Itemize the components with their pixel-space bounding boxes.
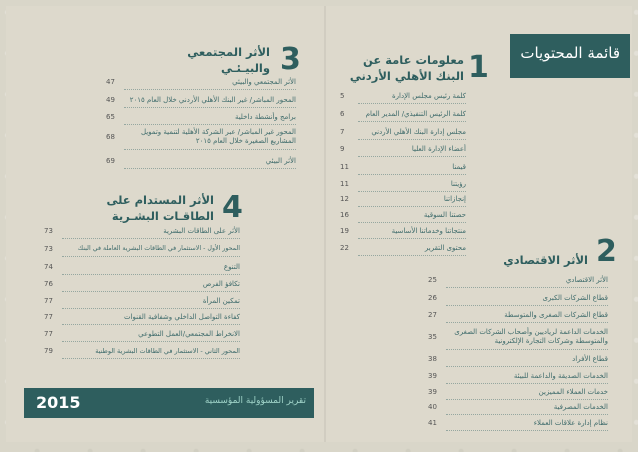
toc-entry[interactable] (340, 126, 466, 140)
section-3-title-line: والبيـئـي (221, 61, 270, 75)
toc-entry[interactable] (44, 278, 240, 292)
entry-leader (124, 168, 296, 169)
entry-label: كلمة الرئيس التنفيذي/ المدير العام (365, 110, 466, 118)
entry-page: 11 (340, 163, 349, 171)
section-2-number: 2 (596, 234, 617, 269)
entry-page: 77 (44, 330, 53, 338)
entry-leader (358, 103, 466, 104)
toc-title: قائمة المحتويات (520, 44, 620, 62)
toc-entry[interactable] (428, 274, 608, 288)
entry-page: 39 (428, 388, 437, 396)
entry-label: قطاع الشركات الصغرى والمتوسطة (504, 311, 608, 319)
entry-page: 6 (340, 110, 345, 118)
section-4-title-line: الطاقـات البشـرية (111, 209, 214, 223)
toc-entry[interactable] (106, 155, 296, 169)
toc-entry[interactable] (44, 243, 240, 257)
paper-background (6, 6, 632, 442)
toc-entry[interactable] (340, 225, 466, 239)
entry-leader (358, 255, 466, 256)
entry-label: محتوى التقرير (424, 244, 466, 252)
entry-leader (62, 274, 240, 275)
entry-leader (62, 291, 240, 292)
entry-leader (446, 414, 608, 415)
year-band (24, 388, 314, 418)
entry-leader (358, 121, 466, 122)
toc-entry[interactable] (44, 328, 240, 342)
entry-page: 73 (44, 227, 53, 235)
entry-page: 9 (340, 145, 345, 153)
section-3-title (140, 44, 270, 76)
entry-label: تمكين المرأة (202, 297, 240, 305)
entry-label: التنوع (223, 263, 240, 271)
entry-page: 77 (44, 297, 53, 305)
toc-entry[interactable] (428, 326, 608, 350)
section-1-title-line: معلومات عامة عن (363, 53, 464, 67)
toc-entry[interactable] (428, 417, 608, 431)
entry-label: الأثر الاقتصادي (565, 276, 608, 284)
entry-label: إنجازاتنا (443, 195, 466, 203)
entry-label: المحور الأول - الاستثمار في الطاقات البشرية العاملة في البنك (77, 245, 240, 252)
toc-entry[interactable] (340, 209, 466, 223)
toc-entry[interactable] (340, 143, 466, 157)
entry-leader (358, 238, 466, 239)
report-caption: تقرير المسؤولية المؤسسية (204, 396, 306, 406)
toc-entry[interactable] (106, 94, 296, 108)
report-year: 2015 (36, 393, 81, 412)
toc-entry[interactable] (106, 126, 296, 150)
entry-leader (62, 308, 240, 309)
entry-page: 74 (44, 263, 53, 271)
entry-label: نظام إدارة علاقات العملاء (533, 419, 608, 427)
section-4-title-line: الأثر المستدام على (106, 193, 214, 207)
entry-label: قطاع الأفراد (572, 355, 608, 363)
entry-leader (358, 191, 466, 192)
entry-leader (446, 399, 608, 400)
entry-leader (358, 206, 466, 207)
entry-page: 79 (44, 347, 53, 355)
entry-page: 65 (106, 113, 115, 121)
entry-page: 77 (44, 313, 53, 321)
entry-page: 22 (340, 244, 349, 252)
toc-entry[interactable] (428, 292, 608, 306)
entry-label: منتجاتنا وخدماتنا الأساسية (391, 227, 466, 235)
entry-leader (62, 358, 240, 359)
toc-entry[interactable] (428, 353, 608, 367)
entry-label: الانخراط المجتمعي/العمل التطوعي (138, 330, 240, 338)
entry-page: 26 (428, 294, 437, 302)
entry-label: الخدمات الداعمة لرياديين وأصحاب الشركات الصغرى والمتوسطة وشركات التجارة الإلكترونية (454, 328, 608, 345)
entry-leader (124, 149, 296, 150)
entry-leader (124, 124, 296, 125)
entry-label: كفاءة التواصل الداخلي وشفافية القنوات (123, 313, 240, 321)
toc-entry[interactable] (106, 111, 296, 125)
toc-entry[interactable] (44, 345, 240, 359)
section-2-title-line: الأثر الاقتصادي (503, 253, 588, 267)
section-3-title-line: الأثر المجتمعي (187, 45, 270, 59)
entry-label: رؤيتنا (450, 180, 466, 188)
entry-leader (62, 324, 240, 325)
entry-leader (446, 322, 608, 323)
entry-leader (62, 256, 240, 257)
entry-leader (446, 287, 608, 288)
entry-label: كلمة رئيس مجلس الإدارة (391, 92, 466, 100)
section-1-title-line: البنك الأهلي الأردني (349, 69, 464, 83)
entry-leader (446, 430, 608, 431)
entry-page: 25 (428, 276, 437, 284)
entry-label: قيمنا (452, 163, 466, 171)
toc-entry[interactable] (428, 386, 608, 400)
entry-label: تكافؤ الفرص (202, 280, 240, 288)
entry-leader (358, 156, 466, 157)
entry-label: برامج وأنشطة داخلية (234, 113, 296, 121)
entry-page: 38 (428, 355, 437, 363)
entry-label: الأثر البيئي (265, 157, 296, 165)
entry-label: مجلس إدارة البنك الأهلي الأردني (371, 128, 466, 136)
entry-page: 40 (428, 403, 437, 411)
toc-entry[interactable] (340, 161, 466, 175)
entry-label: الخدمات المصرفية (553, 403, 608, 411)
entry-page: 39 (428, 372, 437, 380)
entry-label: حصتنا السوقية (423, 211, 466, 219)
entry-page: 5 (340, 92, 345, 100)
toc-entry[interactable] (428, 401, 608, 415)
toc-entry[interactable] (340, 108, 466, 122)
section-4-number: 4 (222, 190, 243, 225)
entry-leader (62, 341, 240, 342)
toc-entry[interactable] (340, 242, 466, 256)
entry-leader (358, 139, 466, 140)
entry-label: الأثر المجتمعي والبيئي (232, 78, 296, 86)
toc-entry[interactable] (428, 309, 608, 323)
entry-label: الأثر على الطاقات البشرية (163, 227, 240, 235)
entry-page: 68 (106, 133, 115, 141)
entry-page: 73 (44, 245, 53, 253)
entry-leader (446, 349, 608, 350)
entry-leader (358, 222, 466, 223)
entry-label: أعضاء الإدارة العليا (411, 145, 466, 153)
toc-entry[interactable] (340, 178, 466, 192)
entry-page: 47 (106, 78, 115, 86)
toc-entry[interactable] (44, 225, 240, 239)
entry-page: 19 (340, 227, 349, 235)
entry-label: المحور غير المباشر/ عبر الشركة الأهلية لتنمية وتمويل المشاريع الصغيرة خلال العام ٢٠١٥ (140, 128, 296, 145)
entry-leader (446, 383, 608, 384)
toc-entry[interactable] (106, 76, 296, 90)
entry-label: الخدمات الصديقة والداعمة للبيئة (513, 372, 608, 380)
entry-label: المحور المباشر/ غير البنك الأهلي الأردني خلال العام ٢٠١٥ (129, 96, 296, 104)
toc-entry[interactable] (340, 90, 466, 104)
toc-title-band (510, 34, 630, 78)
entry-page: 76 (44, 280, 53, 288)
entry-page: 27 (428, 311, 437, 319)
entry-page: 35 (428, 333, 437, 341)
section-1-title (324, 52, 464, 84)
entry-page: 11 (340, 180, 349, 188)
entry-page: 69 (106, 157, 115, 165)
entry-page: 41 (428, 419, 437, 427)
entry-label: قطاع الشركات الكبرى (542, 294, 608, 302)
entry-page: 16 (340, 211, 349, 219)
toc-entry[interactable] (44, 295, 240, 309)
entry-page: 7 (340, 128, 345, 136)
entry-leader (358, 174, 466, 175)
entry-label: المحور الثاني - الاستثمار في الطاقات البشرية الوطنية (95, 347, 240, 355)
entry-page: 12 (340, 195, 349, 203)
entry-leader (446, 305, 608, 306)
entry-leader (124, 107, 296, 108)
toc-entry[interactable] (428, 370, 608, 384)
entry-leader (446, 366, 608, 367)
entry-page: 49 (106, 96, 115, 104)
entry-label: خدمات العملاء المميزين (538, 388, 608, 396)
section-4-title (64, 192, 214, 224)
section-3-number: 3 (280, 42, 301, 77)
entry-leader (124, 89, 296, 90)
toc-entry[interactable] (44, 261, 240, 275)
toc-entry[interactable] (44, 311, 240, 325)
section-1-number: 1 (468, 50, 489, 85)
entry-leader (62, 238, 240, 239)
toc-entry[interactable] (340, 193, 466, 207)
section-2-title (488, 252, 588, 268)
